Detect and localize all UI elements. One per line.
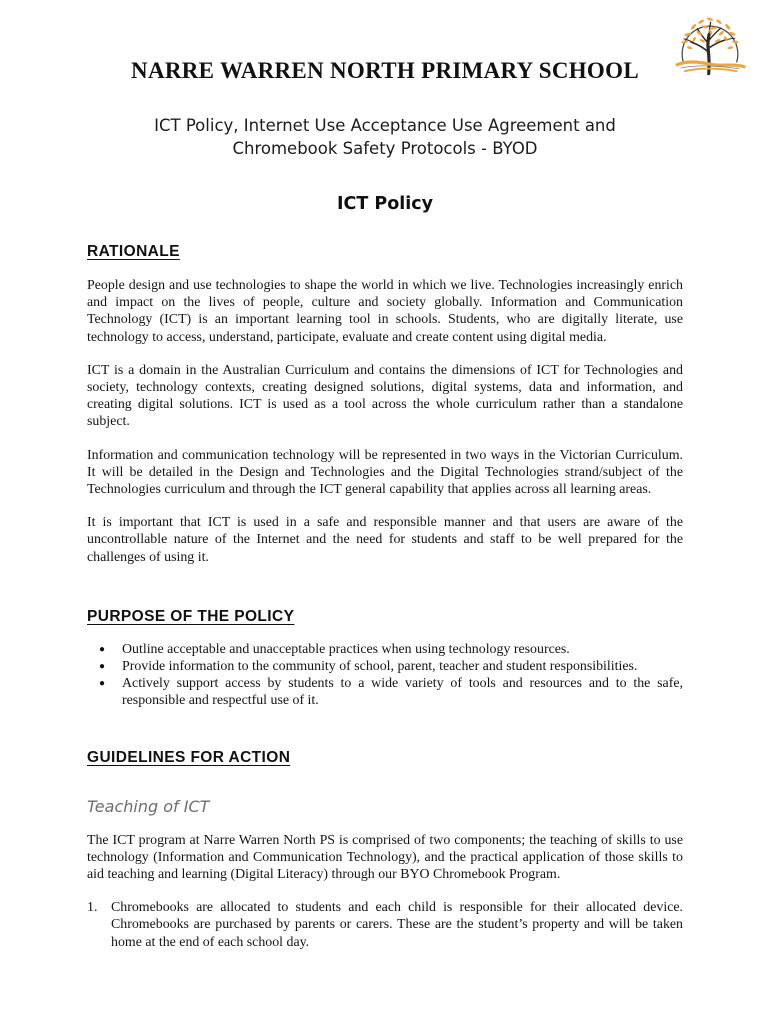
section-heading-purpose: PURPOSE OF THE POLICY <box>87 607 295 625</box>
rationale-paragraph-2: ICT is a domain in the Australian Curriculum and contains the dimensions of ICT for Technologies and society, technology contexts, creating designed solutions, digital systems, data and information, and creating digital solutions. ICT is used as a tool across the whole curriculum rather than a standalone subject. <box>87 362 683 430</box>
document-subtitle-line1: ICT Policy, Internet Use Acceptance Use Agreement and <box>154 116 616 135</box>
document-content <box>87 0 683 951</box>
list-item <box>87 675 683 709</box>
list-item <box>87 899 683 951</box>
numbered-item-text: Chromebooks are allocated to students and each child is responsible for their allocated device. Chromebooks are purchased by parents or carers. These are the student’s property and will be taken home at the end of each school day. <box>111 900 683 950</box>
bullet-icon: ● <box>99 643 106 655</box>
list-item <box>87 658 683 675</box>
school-logo <box>672 8 748 90</box>
subheading-teaching-of-ict: Teaching of ICT <box>87 796 210 816</box>
guidelines-numbered-list <box>87 899 683 951</box>
section-heading-guidelines: GUIDELINES FOR ACTION <box>87 748 291 766</box>
purpose-bullet-list <box>87 641 683 710</box>
document-subtitle <box>87 114 683 160</box>
school-name-title: NARRE WARREN NORTH PRIMARY SCHOOL <box>131 58 639 83</box>
rationale-paragraph-4: It is important that ICT is used in a safe and responsible manner and that users are aware of the uncontrollable nature of the Internet and the need for students and staff to be well prepared for the challenges of using it. <box>87 515 683 565</box>
bullet-item-text: Outline acceptable and unacceptable practices when using technology resources. <box>122 641 570 657</box>
document-subtitle-line2: Chromebook Safety Protocols - BYOD <box>232 139 538 158</box>
bullet-item-text: Provide information to the community of school, parent, teacher and student responsibilities. <box>122 659 638 675</box>
bullet-item-text: Actively support access by students to a wide variety of tools and resources and to the safe, responsible and respectful use of it. <box>122 676 683 709</box>
list-item <box>87 641 683 658</box>
tree-icon <box>672 8 748 90</box>
bullet-icon: ● <box>99 661 106 673</box>
list-number: 1. <box>87 900 98 916</box>
rationale-paragraph-3: Information and communication technology will be represented in two ways in the Victorian Curriculum. It will be detailed in the Design and Technologies and the Digital Technologies strand/subject of the Technologies curriculum and through the ICT general capability that applies across all learning areas. <box>87 447 683 498</box>
document-title: ICT Policy <box>336 194 433 214</box>
guidelines-intro-paragraph: The ICT program at Narre Warren North PS is comprised of two components; the teaching of skills to use technology (Information and Communication Technology), and the practical application of those skills to aid teaching and learning (Digital Literacy) through our BYO Chromebook Program. <box>87 832 683 883</box>
rationale-paragraph-1: People design and use technologies to shape the world in which we live. Technologies increasingly enrich and impact on the lives of people, culture and society globally. Information and Communication Technology (ICT) is an important learning tool in schools. Students, who are digitally literate, use technology to access, understand, participate, evaluate and create content using digital media. <box>87 278 683 345</box>
section-heading-rationale: RATIONALE <box>87 243 180 260</box>
bullet-icon: ● <box>99 678 106 690</box>
